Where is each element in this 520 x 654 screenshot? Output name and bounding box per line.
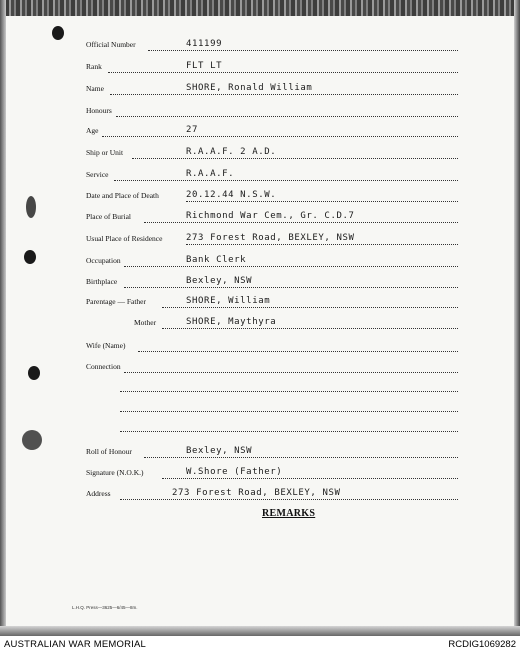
field-honours — [86, 106, 458, 120]
scan-edge-left — [0, 0, 6, 636]
birthplace-label: Birthplace — [86, 277, 118, 286]
field-mother — [86, 318, 458, 332]
mother-value: SHORE, Maythyra — [186, 317, 277, 327]
age-label: Age — [86, 126, 99, 135]
date-place-death-value: 20.12.44 N.S.W. — [186, 190, 277, 200]
field-address — [86, 489, 458, 503]
field-place-of-burial — [86, 212, 458, 226]
field-connection — [86, 362, 458, 376]
field-rank — [86, 62, 458, 76]
punch-hole-4 — [22, 430, 42, 450]
print-code: L.H.Q. Press—3625—6/45—8m. — [72, 605, 138, 610]
field-father — [86, 297, 458, 311]
field-date-place-death — [86, 191, 458, 205]
connection-line-4 — [120, 421, 458, 435]
honours-label: Honours — [86, 106, 112, 115]
field-wife — [86, 341, 458, 355]
official-number-label: Official Number — [86, 40, 136, 49]
place-of-burial-label: Place of Burial — [86, 212, 131, 221]
usual-residence-label: Usual Place of Residence — [86, 234, 163, 243]
occupation-label: Occupation — [86, 256, 121, 265]
signature-label: Signature (N.O.K.) — [86, 468, 144, 477]
wife-label: Wife (Name) — [86, 341, 126, 350]
signature-value: W.Shore (Father) — [186, 467, 283, 477]
field-usual-residence — [86, 234, 458, 248]
birthplace-value: Bexley, NSW — [186, 276, 253, 286]
occupation-value: Bank Clerk — [186, 255, 247, 265]
rank-label: Rank — [86, 62, 102, 71]
punch-hole-1 — [26, 196, 36, 218]
father-label: Parentage — Father — [86, 297, 146, 306]
field-occupation — [86, 256, 458, 270]
punch-hole-top — [52, 26, 64, 40]
field-birthplace — [86, 277, 458, 291]
footer-record-id: RCDIG1069282 — [448, 639, 516, 650]
field-service — [86, 170, 458, 184]
scan-edge-right — [514, 0, 520, 636]
field-name — [86, 84, 458, 98]
field-signature — [86, 468, 458, 482]
address-value: 273 Forest Road, BEXLEY, NSW — [172, 488, 341, 498]
punch-hole-3 — [28, 366, 40, 380]
connection-label: Connection — [86, 362, 121, 371]
ship-or-unit-value: R.A.A.F. 2 A.D. — [186, 147, 277, 157]
age-value: 27 — [186, 125, 199, 135]
remarks-heading: REMARKS — [262, 508, 316, 519]
name-label: Name — [86, 84, 104, 93]
mother-label: Mother — [134, 318, 157, 327]
connection-line-3 — [120, 401, 458, 415]
ship-or-unit-label: Ship or Unit — [86, 148, 124, 157]
address-label: Address — [86, 489, 111, 498]
date-place-death-label: Date and Place of Death — [86, 191, 159, 200]
roll-of-honour-value: Bexley, NSW — [186, 446, 253, 456]
field-roll-of-honour — [86, 447, 458, 461]
place-of-burial-value: Richmond War Cem., Gr. C.D.7 — [186, 211, 355, 221]
name-value: SHORE, Ronald William — [186, 83, 313, 93]
usual-residence-value: 273 Forest Road, BEXLEY, NSW — [186, 233, 355, 243]
footer-institution: AUSTRALIAN WAR MEMORIAL — [4, 639, 147, 650]
punch-hole-2 — [24, 250, 36, 264]
connection-line-2 — [120, 381, 458, 395]
service-value: R.A.A.F. — [186, 169, 235, 179]
official-number-value: 411199 — [186, 39, 223, 49]
father-value: SHORE, William — [186, 296, 271, 306]
field-age — [86, 126, 458, 140]
rank-value: FLT LT — [186, 61, 223, 71]
scan-edge-bottom — [0, 626, 520, 636]
footer-bar — [0, 636, 520, 654]
field-official-number — [86, 40, 458, 54]
field-ship-or-unit — [86, 148, 458, 162]
scan-edge-top — [0, 0, 520, 16]
service-label: Service — [86, 170, 109, 179]
roll-of-honour-label: Roll of Honour — [86, 447, 132, 456]
